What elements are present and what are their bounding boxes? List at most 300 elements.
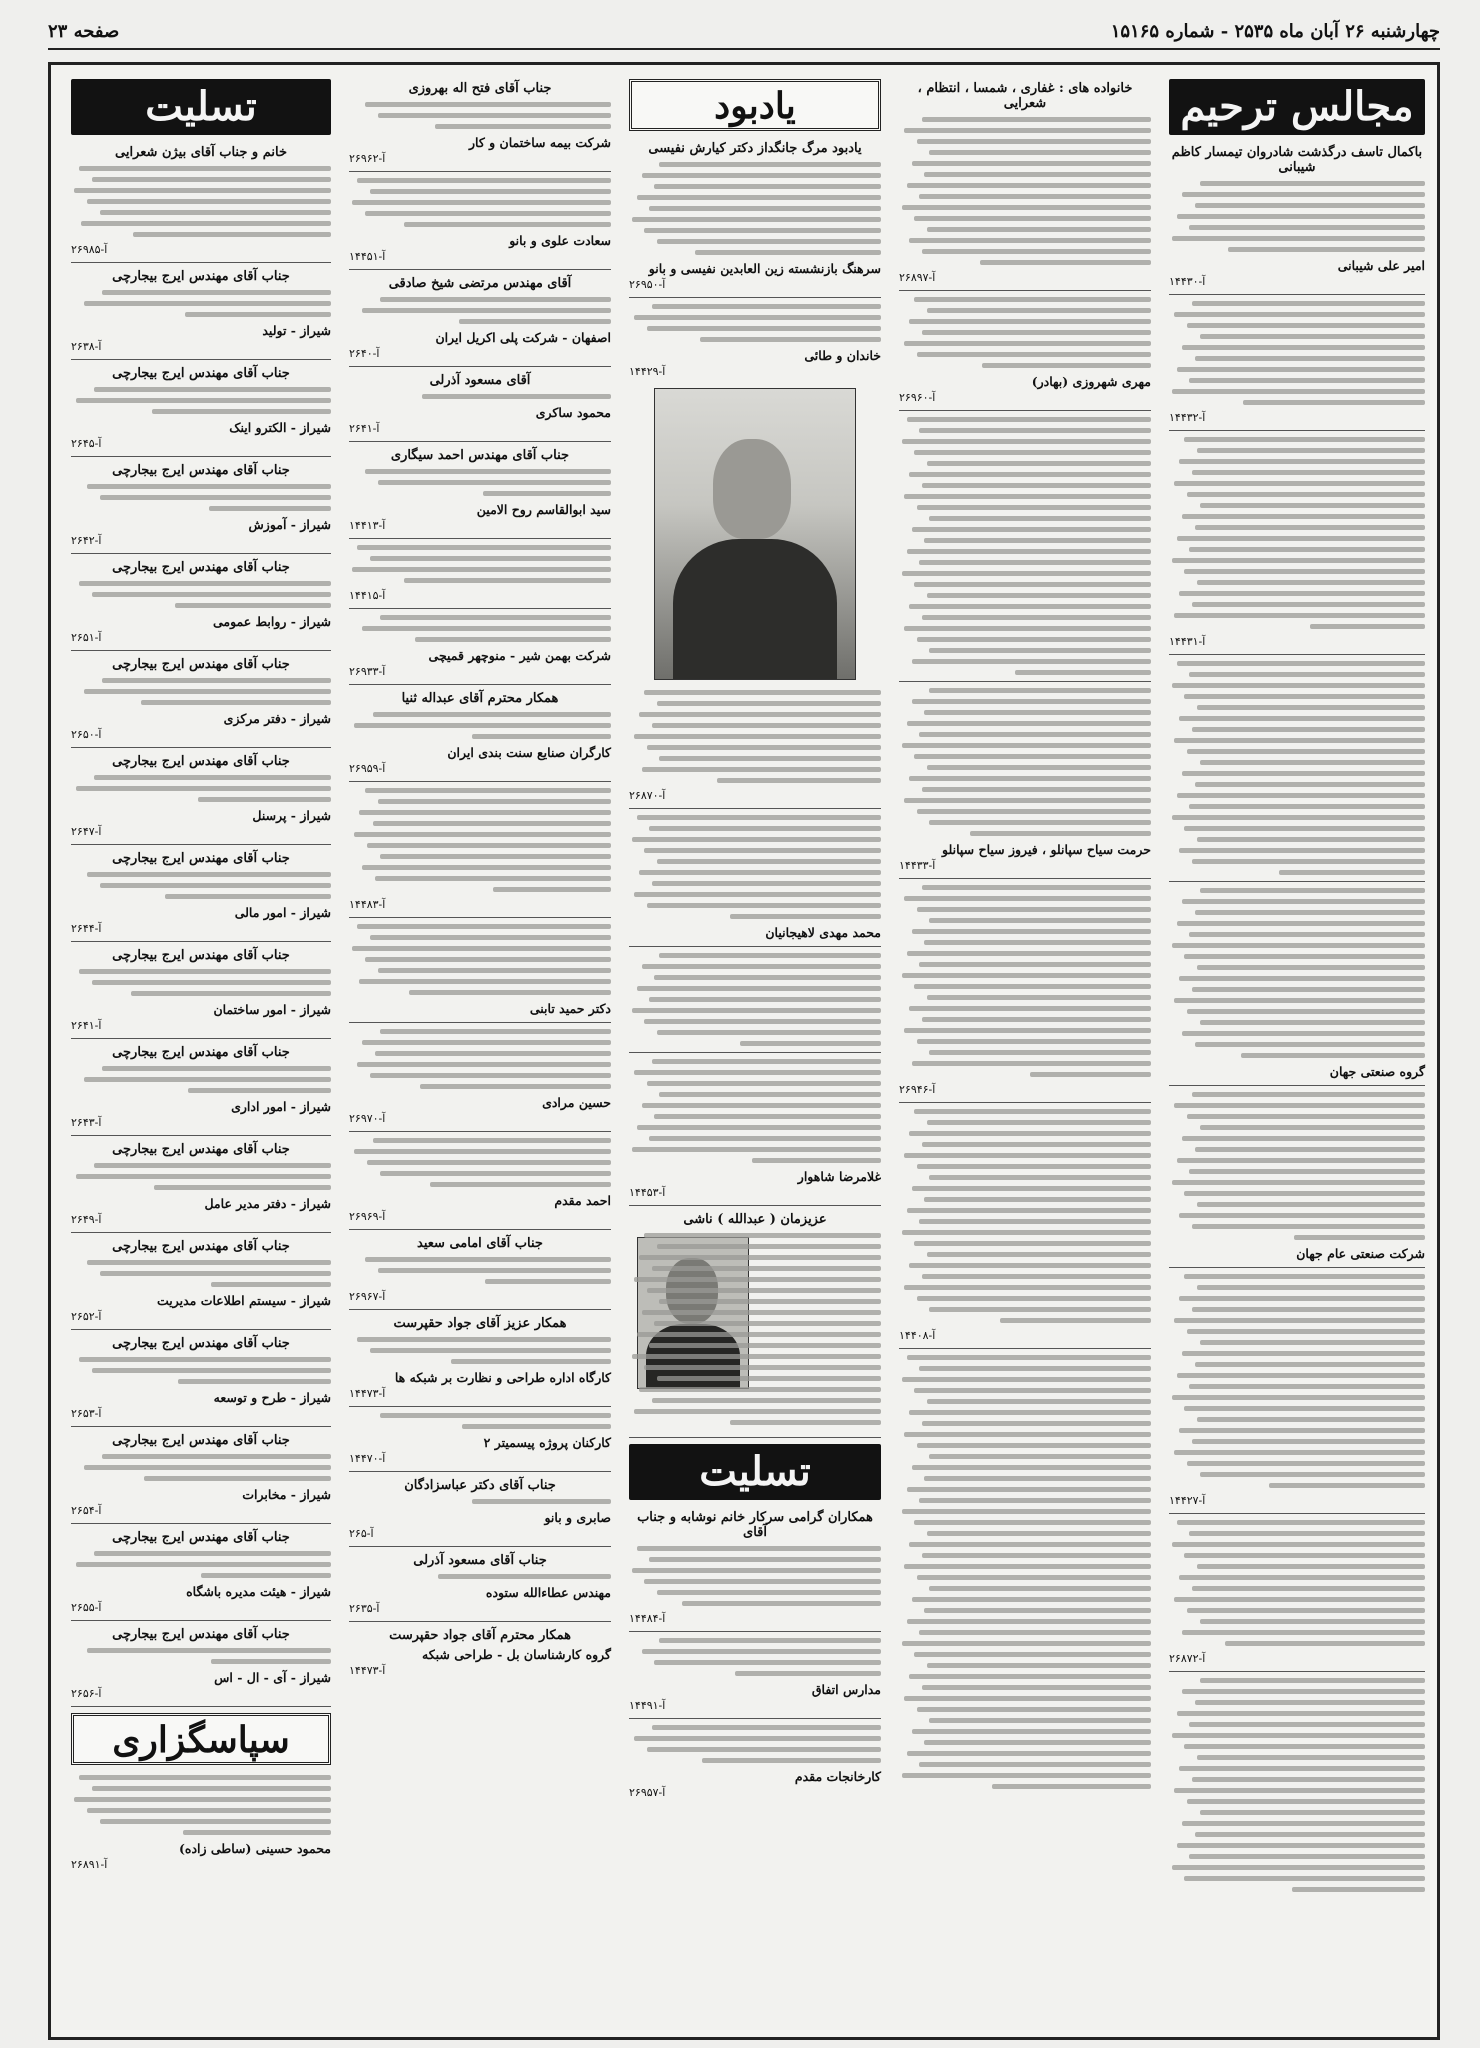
text-line: [133, 232, 331, 237]
text-line: [637, 1125, 881, 1130]
text-line: [1174, 998, 1425, 1003]
text-line: [647, 1081, 881, 1086]
notice-code: آ-۲۶۸۹۱: [71, 1858, 108, 1871]
text-line: [152, 409, 331, 414]
text-line: [902, 1377, 1151, 1382]
text-line: [917, 907, 1151, 912]
notice-code: آ-۲۶۴۰: [349, 347, 380, 360]
text-line: [730, 1420, 881, 1425]
text-line: [909, 1263, 1151, 1268]
text-line: [1187, 749, 1425, 754]
text-line: [904, 1028, 1151, 1033]
text-line: [84, 689, 331, 694]
text-line: [1197, 1564, 1425, 1569]
text-line: [1174, 312, 1425, 317]
text-line: [1200, 1472, 1425, 1477]
text-line: [1200, 181, 1425, 186]
text-line: [1187, 323, 1425, 328]
text-line: [902, 743, 1151, 748]
notice-signature: شیراز - آموزش: [248, 517, 331, 532]
text-line: [904, 1285, 1151, 1290]
text-lines-placeholder: [71, 775, 331, 802]
text-lines-placeholder: [71, 387, 331, 414]
text-lines-placeholder: [71, 1066, 331, 1093]
notice-code: آ-۲۶۹۴۶: [899, 1083, 936, 1096]
text-line: [1189, 932, 1425, 937]
text-line: [1187, 1799, 1425, 1804]
text-lines-placeholder: [629, 815, 881, 919]
text-lines-placeholder: [629, 1059, 881, 1163]
text-lines-placeholder: [71, 166, 331, 237]
text-line: [637, 195, 881, 200]
text-line: [904, 1432, 1151, 1437]
text-line: [435, 124, 611, 129]
text-line: [904, 1153, 1151, 1158]
text-line: [927, 765, 1151, 770]
text-line: [1179, 1213, 1425, 1218]
text-line: [1195, 203, 1425, 208]
text-lines-placeholder: [71, 872, 331, 899]
text-lines-placeholder: [899, 1355, 1151, 1789]
text-line: [373, 821, 611, 826]
text-line: [380, 1029, 611, 1034]
text-line: [1184, 1406, 1425, 1411]
text-line: [922, 1017, 1151, 1022]
text-lines-placeholder: [71, 1260, 331, 1287]
text-line: [1182, 1821, 1425, 1826]
text-lines-placeholder: [71, 484, 331, 511]
notice-headline: آقای مسعود آذرلی: [429, 373, 531, 388]
notice-code: آ-۲۶۵۵: [71, 1601, 102, 1614]
text-line: [1182, 1689, 1425, 1694]
text-line: [917, 637, 1151, 642]
text-line: [922, 483, 1151, 488]
text-lines-placeholder: [349, 1257, 611, 1284]
text-line: [76, 786, 331, 791]
text-line: [647, 903, 881, 908]
text-line: [1182, 192, 1425, 197]
text-line: [1200, 1810, 1425, 1815]
notice-headline: همکاران گرامی سرکار خانم نوشابه و جناب آقای: [637, 1510, 873, 1540]
text-line: [907, 1751, 1151, 1756]
notice-code: آ-۱۴۴۵۱: [349, 250, 386, 263]
text-line: [1279, 870, 1425, 875]
text-line: [1225, 1641, 1425, 1646]
text-line: [404, 222, 611, 227]
text-line: [1177, 1843, 1425, 1848]
text-line: [373, 712, 611, 717]
text-line: [375, 1051, 611, 1056]
text-line: [1184, 569, 1425, 574]
text-line: [367, 843, 611, 848]
text-line: [373, 1138, 611, 1143]
notice-code: آ-۲۶۹۳۳: [349, 665, 386, 678]
text-line: [1197, 837, 1425, 842]
text-line: [929, 1718, 1151, 1723]
text-line: [100, 1819, 331, 1824]
text-line: [1174, 1450, 1425, 1455]
text-line: [1187, 1461, 1425, 1466]
text-line: [644, 1233, 881, 1238]
text-line: [1197, 1285, 1425, 1290]
text-line: [904, 798, 1151, 803]
text-line: [695, 250, 881, 255]
text-line: [659, 953, 881, 958]
text-line: [102, 678, 331, 683]
text-line: [902, 439, 1151, 444]
text-line: [1179, 591, 1425, 596]
notice-headline: آقای مهندس مرتضی شیخ صادقی: [388, 276, 572, 291]
text-line: [912, 1061, 1151, 1066]
notice-code: آ-۲۶۵۱: [71, 631, 102, 644]
text-line: [907, 417, 1151, 422]
text-line: [178, 1379, 331, 1384]
text-line: [647, 1288, 881, 1293]
text-line: [907, 1487, 1151, 1492]
text-line: [634, 1277, 881, 1282]
text-line: [74, 1797, 331, 1802]
notice-signature: کارگاه اداره طراحی و نظارت بر شبکه ها: [394, 1370, 611, 1385]
text-line: [357, 924, 611, 929]
text-line: [359, 979, 611, 984]
text-line: [904, 128, 1151, 133]
text-line: [1200, 1619, 1425, 1624]
text-line: [717, 778, 881, 783]
notice-code: آ-۲۶۹۵۰: [629, 278, 666, 291]
text-line: [1241, 1053, 1425, 1058]
text-line: [370, 935, 611, 940]
text-lines-placeholder: [1169, 181, 1425, 252]
text-line: [76, 1562, 331, 1567]
text-lines-placeholder: [71, 1648, 331, 1664]
notice-headline: جناب آقای مهندس ایرج بیجارچی: [112, 851, 290, 866]
text-line: [352, 946, 611, 951]
text-line: [79, 166, 331, 171]
text-line: [1187, 1009, 1425, 1014]
text-line: [752, 1158, 881, 1163]
notice-signature: شیراز - هیئت مدیره باشگاه: [186, 1584, 331, 1599]
text-line: [1200, 503, 1425, 508]
text-line: [1243, 400, 1425, 405]
notice-code: آ-۱۴۴۰۸: [899, 1329, 936, 1342]
text-line: [912, 1597, 1151, 1602]
text-line: [1228, 247, 1425, 252]
text-line: [924, 940, 1151, 945]
text-lines-placeholder: [629, 690, 881, 783]
text-line: [1189, 1169, 1425, 1174]
text-line: [924, 538, 1151, 543]
text-line: [84, 1465, 331, 1470]
notice-code: آ-۲۶۵۴: [71, 1504, 102, 1517]
notice-code: آ-۲۶۵۳: [71, 1407, 102, 1420]
text-line: [917, 505, 1151, 510]
text-line: [1192, 859, 1425, 864]
text-line: [1184, 1274, 1425, 1279]
text-line: [1172, 1542, 1425, 1547]
section-title-majales: مجالس ترحیم: [1169, 79, 1425, 135]
notice-code: آ-۱۴۴۷۳: [349, 1664, 386, 1677]
notice-signature: گروه صنعتی جهان: [1329, 1064, 1425, 1079]
text-line: [141, 700, 331, 705]
notice-signature: سرهنگ بازنشسته زین العابدین نفیسی و بانو: [648, 261, 881, 276]
text-line: [131, 991, 331, 996]
notice-signature: شرکت بهمن شیر - منوچهر قمیچی: [428, 648, 611, 663]
notice-headline: جناب آقای مهندس ایرج بیجارچی: [112, 366, 290, 381]
text-line: [1179, 1766, 1425, 1771]
text-line: [1200, 1020, 1425, 1025]
notice-signature: سعادت علوی و بانو: [509, 233, 611, 248]
text-line: [1182, 899, 1425, 904]
text-line: [1177, 536, 1425, 541]
text-line: [1192, 1307, 1425, 1312]
text-line: [1189, 1722, 1425, 1727]
section-title-tasliat: تسلیت: [71, 79, 331, 135]
notice-headline: جناب آقای مهندس ایرج بیجارچی: [112, 1239, 290, 1254]
text-line: [904, 1564, 1151, 1569]
notice-signature: شیراز - امور ساختمان: [213, 1002, 331, 1017]
notice-headline: عزیزمان ( عبدالله ) ناشی: [683, 1212, 827, 1227]
column-majales: [1161, 75, 1433, 2027]
text-line: [1177, 1711, 1425, 1716]
text-lines-placeholder: [899, 117, 1151, 265]
text-line: [634, 1070, 881, 1075]
text-line: [76, 1174, 331, 1179]
text-line: [919, 732, 1151, 737]
text-line: [1195, 1700, 1425, 1705]
text-line: [1177, 1373, 1425, 1378]
text-line: [649, 1136, 881, 1141]
text-line: [902, 1509, 1151, 1514]
text-line: [365, 1257, 611, 1262]
text-line: [649, 1557, 881, 1562]
text-line: [1310, 624, 1425, 629]
notice-headline: جناب آقای مهندس ایرج بیجارچی: [112, 463, 290, 478]
notice-code: آ-۲۶۸۹۷: [899, 271, 936, 284]
text-line: [370, 189, 611, 194]
text-line: [352, 200, 611, 205]
text-line: [702, 1758, 881, 1763]
text-line: [1195, 1362, 1425, 1367]
text-lines-placeholder: [629, 304, 881, 342]
text-line: [1195, 1832, 1425, 1837]
text-line: [375, 876, 611, 881]
text-line: [1184, 1876, 1425, 1881]
text-line: [634, 734, 881, 739]
text-line: [912, 1729, 1151, 1734]
text-line: [639, 712, 881, 717]
text-line: [654, 975, 881, 980]
text-line: [654, 1114, 881, 1119]
text-lines-placeholder: [349, 788, 611, 892]
text-line: [79, 1775, 331, 1780]
text-line: [365, 957, 611, 962]
text-line: [1195, 356, 1425, 361]
text-line: [909, 1674, 1151, 1679]
text-line: [929, 1175, 1151, 1180]
text-line: [970, 831, 1151, 836]
text-lines-placeholder: [349, 178, 611, 227]
text-line: [912, 659, 1151, 664]
text-line: [87, 872, 331, 877]
text-line: [362, 865, 611, 870]
text-line: [912, 699, 1151, 704]
text-line: [370, 556, 611, 561]
text-line: [211, 1659, 331, 1664]
notice-signature: شیراز - روابط عمومی: [212, 614, 331, 629]
text-line: [1187, 492, 1425, 497]
notice-headline: همکار محترم آقای عبداله ثنیا: [401, 691, 559, 706]
text-line: [185, 312, 331, 317]
notice-signature: مهندس عطاءالله ستوده: [485, 1585, 611, 1600]
text-line: [639, 1255, 881, 1260]
text-line: [919, 962, 1151, 967]
text-line: [904, 896, 1151, 901]
notice-code: آ-۱۴۴۸۳: [349, 898, 386, 911]
notice-code: آ-۲۶۹۶۷: [349, 1290, 386, 1303]
text-line: [102, 1454, 331, 1459]
text-line: [87, 199, 331, 204]
text-line: [907, 183, 1151, 188]
text-line: [493, 887, 611, 892]
text-lines-placeholder: [71, 1775, 331, 1835]
text-line: [1189, 378, 1425, 383]
text-line: [1177, 661, 1425, 666]
text-lines-placeholder: [349, 545, 611, 583]
text-line: [365, 469, 611, 474]
text-line: [1177, 793, 1425, 798]
text-line: [649, 826, 881, 831]
text-line: [649, 1343, 881, 1348]
text-line: [909, 1006, 1151, 1011]
notice-signature: حسین مرادی: [542, 1095, 611, 1110]
text-lines-placeholder: [349, 1499, 611, 1504]
text-line: [1192, 1092, 1425, 1097]
text-line: [922, 1142, 1151, 1147]
text-line: [1189, 1531, 1425, 1536]
text-line: [1179, 716, 1425, 721]
text-line: [354, 832, 611, 837]
text-line: [730, 914, 881, 919]
text-line: [637, 1332, 881, 1337]
text-lines-placeholder: [899, 885, 1151, 1077]
text-line: [914, 1520, 1151, 1525]
column-tasliat: [63, 75, 339, 2027]
text-line: [365, 211, 611, 216]
text-line: [647, 326, 881, 331]
text-line: [1172, 1180, 1425, 1185]
text-line: [652, 304, 881, 309]
text-line: [642, 1103, 881, 1108]
text-line: [1195, 1147, 1425, 1152]
text-line: [657, 701, 881, 706]
text-line: [1182, 1031, 1425, 1036]
text-line: [209, 506, 331, 511]
text-line: [74, 188, 331, 193]
text-line: [927, 1663, 1151, 1668]
text-line: [1200, 1340, 1425, 1345]
text-line: [1187, 1114, 1425, 1119]
page-frame: [48, 62, 1440, 2040]
text-line: [642, 964, 881, 969]
text-line: [912, 1465, 1151, 1470]
text-line: [924, 710, 1151, 715]
text-line: [632, 1008, 881, 1013]
text-line: [422, 394, 611, 399]
notice-headline: جناب آقای مهندس ایرج بیجارچی: [112, 657, 290, 672]
text-line: [1189, 804, 1425, 809]
text-lines-placeholder: [349, 1413, 611, 1429]
text-lines-placeholder: [629, 162, 881, 255]
text-line: [472, 734, 611, 739]
text-line: [914, 216, 1151, 221]
text-line: [1195, 1042, 1425, 1047]
text-line: [919, 194, 1151, 199]
text-line: [1192, 727, 1425, 732]
text-line: [924, 1476, 1151, 1481]
notice-code: آ-۲۶۵۲: [71, 1310, 102, 1323]
column-yadbood: [621, 75, 889, 2027]
text-line: [929, 1307, 1151, 1312]
notice-headline: خانم و جناب آقای بیژن شعرایی: [115, 145, 287, 160]
text-line: [909, 776, 1151, 781]
notice-signature: کارکنان پروژه پیسمیتر ۲: [483, 1435, 611, 1450]
notice-code: آ-۲۶۹۵۷: [629, 1786, 666, 1799]
text-line: [659, 1299, 881, 1304]
text-line: [1174, 613, 1425, 618]
text-lines-placeholder: [899, 1109, 1151, 1323]
notice-headline: جناب آقای مهندس ایرج بیجارچی: [112, 754, 290, 769]
text-line: [907, 549, 1151, 554]
text-line: [100, 883, 331, 888]
text-line: [102, 1066, 331, 1071]
text-line: [929, 1586, 1151, 1591]
notice-code: آ-۱۴۴۲۹: [629, 365, 666, 378]
text-line: [652, 881, 881, 886]
notice-headline: جناب آقای مهندس ایرج بیجارچی: [112, 269, 290, 284]
text-lines-placeholder: [71, 678, 331, 705]
text-line: [370, 1073, 611, 1078]
text-line: [94, 387, 331, 392]
text-line: [1197, 705, 1425, 710]
text-line: [929, 918, 1151, 923]
notice-signature: شیراز - امور اداری: [231, 1099, 331, 1114]
text-line: [909, 1542, 1151, 1547]
text-line: [644, 1365, 881, 1370]
text-lines-placeholder: [349, 469, 611, 496]
text-line: [1182, 1630, 1425, 1635]
text-line: [378, 799, 611, 804]
text-line: [909, 472, 1151, 477]
text-line: [485, 1279, 611, 1284]
text-line: [659, 162, 881, 167]
text-line: [914, 582, 1151, 587]
text-line: [1189, 547, 1425, 552]
text-line: [922, 117, 1151, 122]
notice-signature: شیراز - مخابرات: [242, 1487, 331, 1502]
notice-signature: مدارس اتفاق: [811, 1682, 881, 1697]
text-line: [917, 139, 1151, 144]
text-line: [1292, 1887, 1425, 1892]
text-line: [919, 1366, 1151, 1371]
text-line: [211, 1282, 331, 1287]
text-line: [1192, 1439, 1425, 1444]
text-lines-placeholder: [899, 688, 1151, 836]
text-line: [924, 1740, 1151, 1745]
text-line: [79, 969, 331, 974]
text-lines-placeholder: [1169, 301, 1425, 405]
text-line: [1182, 514, 1425, 519]
notice-code: آ-۲۶۴۷: [71, 825, 102, 838]
